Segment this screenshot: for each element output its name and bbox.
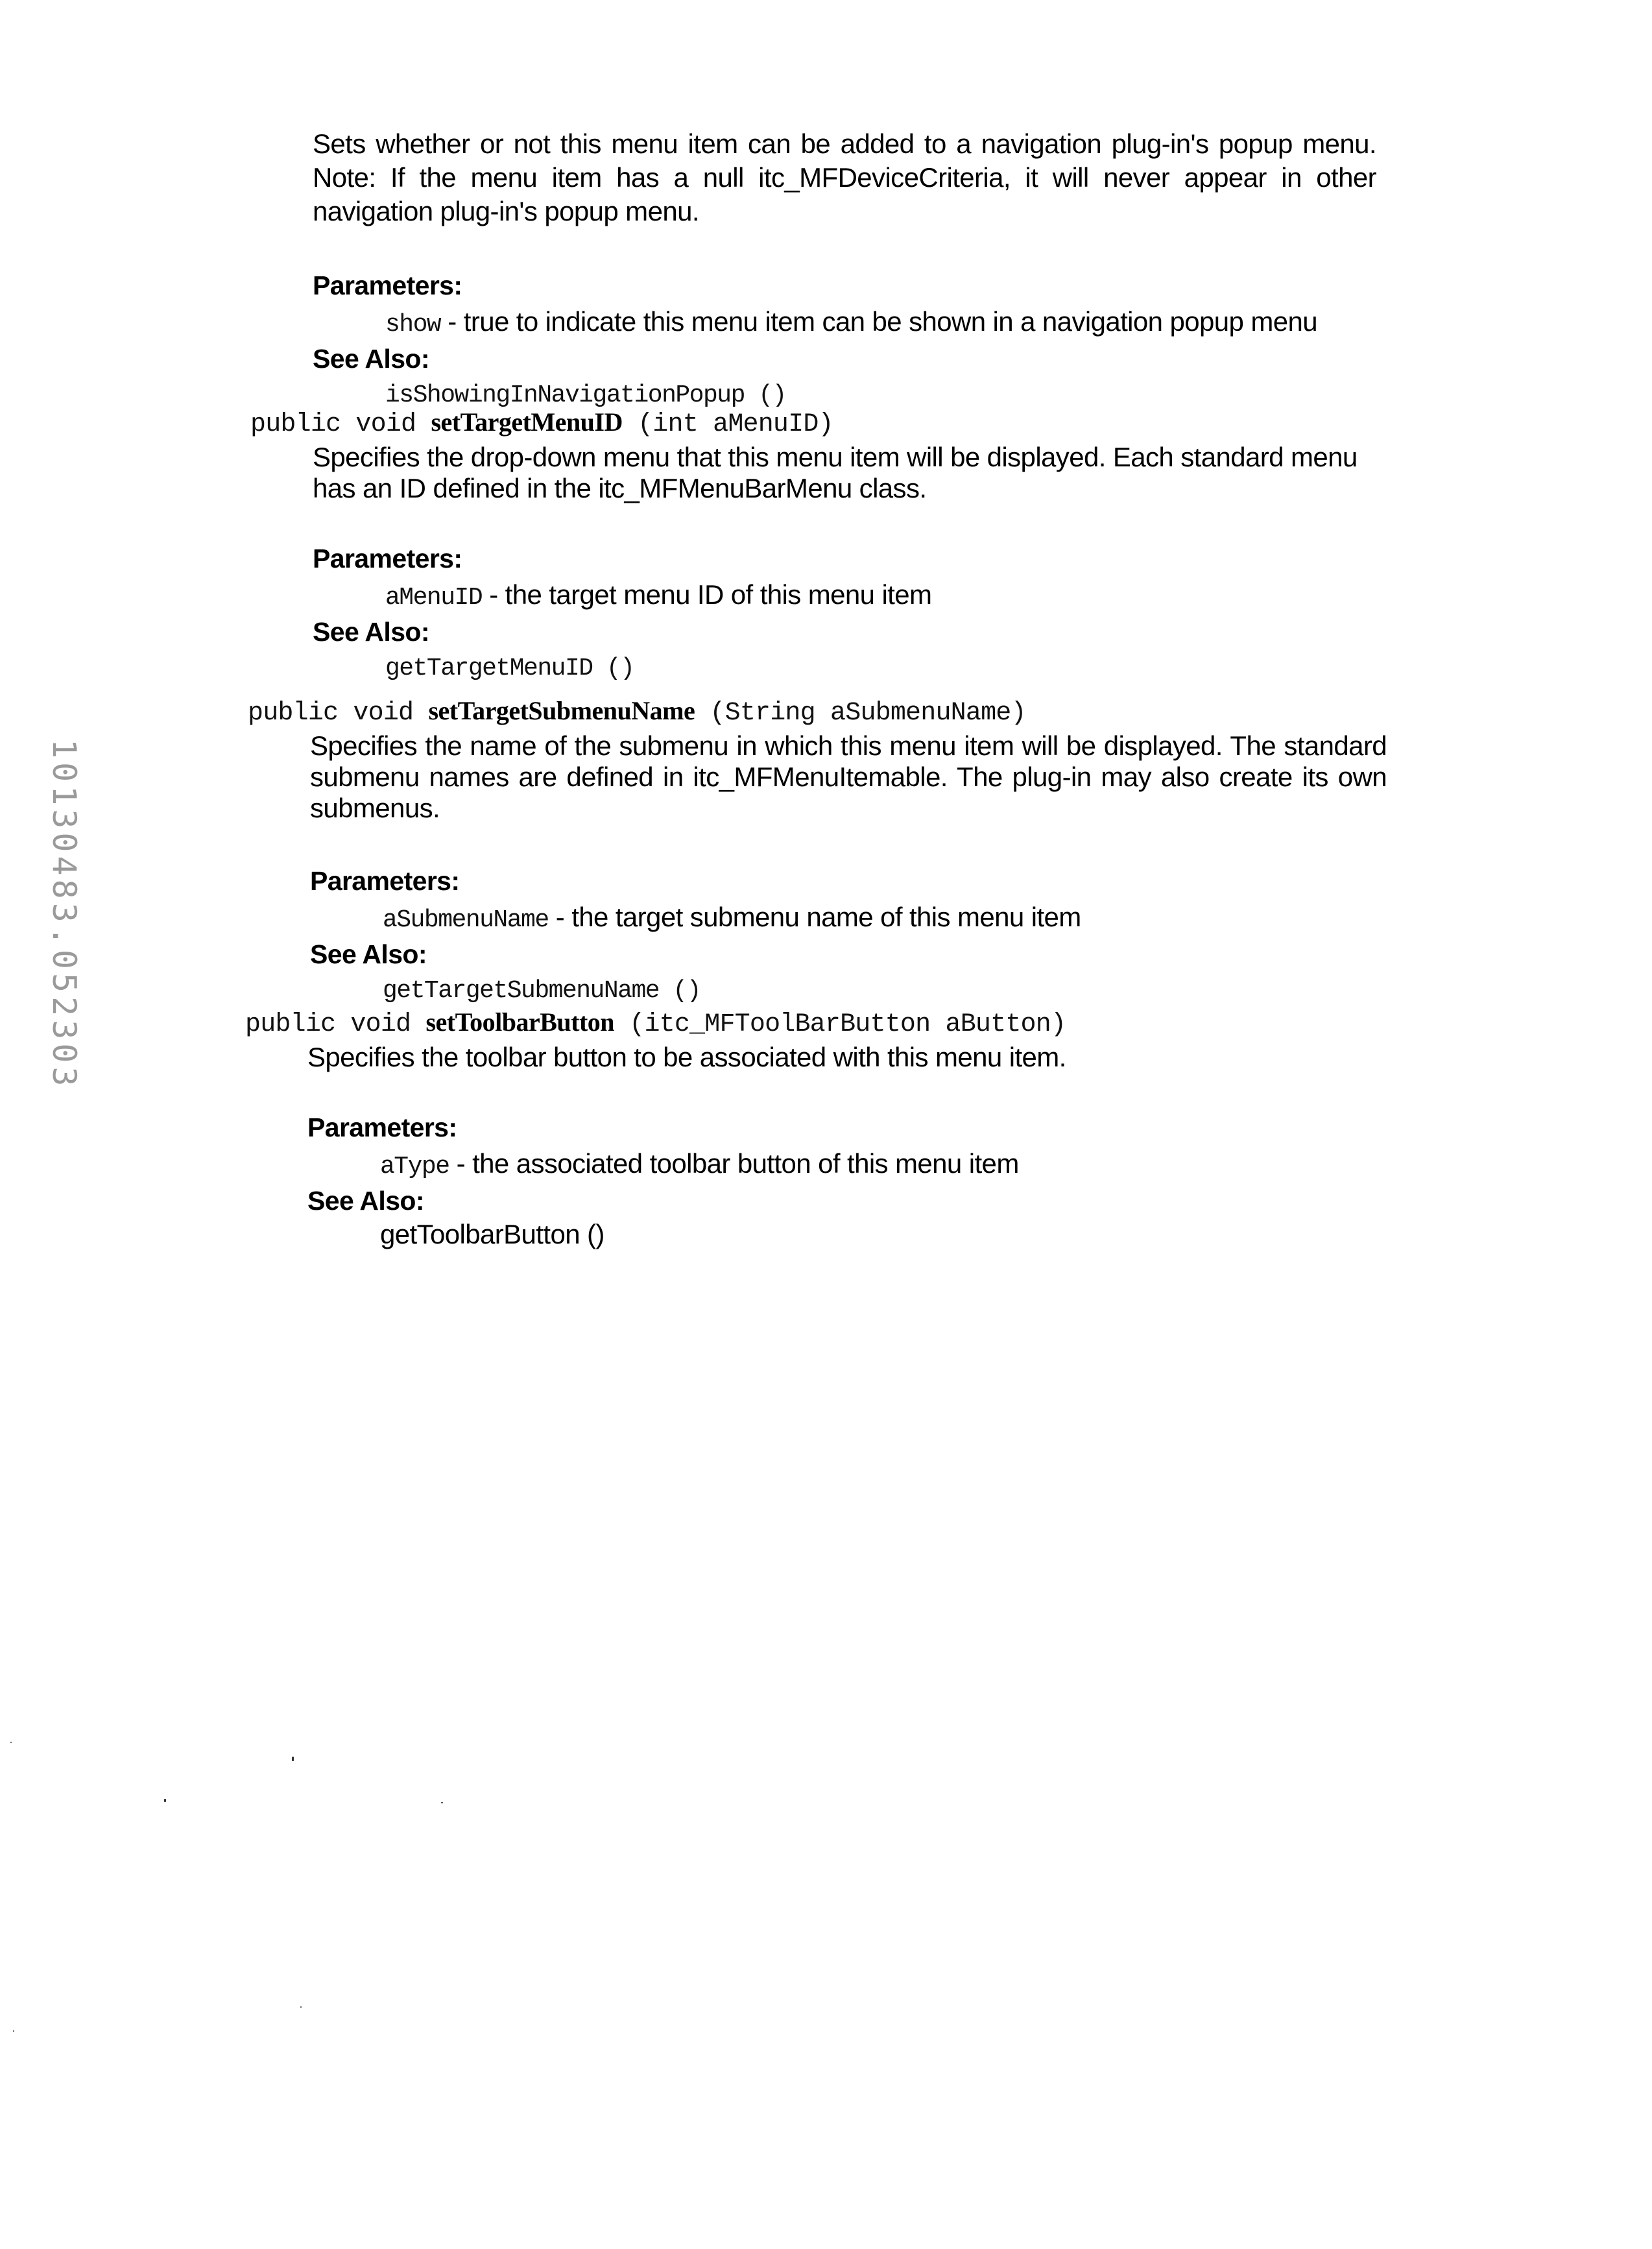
parameter-description: the target menu ID of this menu item: [505, 579, 932, 610]
scan-speck: [10, 1742, 12, 1743]
see-also-link[interactable]: getToolbarButton (): [380, 1219, 605, 1249]
see-also-entry: [310, 971, 1387, 1008]
parameter-separator: -: [440, 306, 464, 337]
see-also-link[interactable]: getTargetMenuID (): [385, 655, 634, 682]
parameter-name: aMenuID: [385, 584, 483, 612]
parameter-separator: -: [449, 1148, 473, 1179]
intro-description: Sets whether or not this menu item can be added to a navigation plug-in's popup menu. Note: If the menu item has a null itc_MFDeviceCriteria, it will never appear in other navigation plug-in's popup menu.: [313, 128, 1376, 226]
method-params: (int aMenuID): [622, 410, 833, 439]
method-description: Specifies the drop-down menu that this menu item will be displayed. Each standard menu has an ID defined in the itc_MFMenuBarMenu class.: [313, 442, 1358, 503]
scan-speck: [441, 1802, 443, 1803]
method-description: Specifies the name of the submenu in which this menu item will be displayed. The standard submenu names are defined in itc_MFMenuItemable. The plug-in may also create its own submenus.: [310, 730, 1387, 823]
method-body: [310, 730, 1387, 1008]
see-also-entry: [313, 649, 1389, 686]
scan-speck: [164, 1799, 166, 1802]
scan-speck: [13, 2030, 14, 2032]
method-set-target-menu-id: [250, 405, 1405, 686]
intro-section: [313, 127, 1376, 413]
method-parameters: [313, 542, 1389, 686]
see-also-entry: [307, 1218, 1384, 1251]
parameter-entry: [310, 900, 1387, 937]
see-also-link[interactable]: isShowingInNavigationPopup (): [385, 381, 786, 409]
scan-speck: [300, 2006, 302, 2008]
intro-parameters: [313, 269, 1376, 413]
method-modifiers: public void: [250, 410, 431, 439]
method-body: [313, 442, 1389, 686]
see-also-label: See Also:: [313, 344, 429, 374]
see-also-label: See Also:: [313, 617, 429, 647]
parameter-entry: [307, 1147, 1384, 1184]
method-body: [307, 1042, 1384, 1251]
method-parameters: [307, 1111, 1384, 1251]
parameter-separator: -: [482, 579, 505, 610]
parameters-label: Parameters:: [307, 1112, 457, 1142]
margin-stamp: 10130483.052303: [45, 739, 83, 1090]
see-also-label: See Also:: [310, 939, 427, 969]
method-signature: [245, 1005, 1400, 1042]
method-description: Specifies the toolbar button to be associated with this menu item.: [307, 1042, 1066, 1072]
method-name: setTargetMenuID: [431, 407, 623, 437]
parameters-label: Parameters:: [313, 271, 462, 300]
parameter-description: the associated toolbar button of this menu item: [472, 1148, 1019, 1179]
see-also-link[interactable]: getTargetSubmenuName (): [383, 977, 700, 1005]
method-set-toolbar-button: [245, 1005, 1400, 1251]
method-parameters: [310, 864, 1387, 1008]
method-params: (itc_MFToolBarButton aButton): [614, 1010, 1066, 1039]
parameters-label: Parameters:: [313, 544, 462, 573]
parameter-separator: -: [548, 902, 572, 932]
parameter-entry: [313, 305, 1376, 342]
method-modifiers: public void: [245, 1010, 426, 1039]
method-name: setToolbarButton: [425, 1007, 615, 1037]
see-also-label: See Also:: [307, 1186, 424, 1216]
method-params: (String aSubmenuName): [695, 699, 1026, 728]
parameter-description: true to indicate this menu item can be shown in a navigation popup menu: [463, 306, 1317, 337]
parameter-name: aType: [380, 1153, 449, 1181]
parameter-entry: [313, 578, 1389, 615]
parameter-name: show: [385, 311, 441, 339]
parameter-name: aSubmenuName: [383, 906, 549, 934]
method-name: setTargetSubmenuName: [428, 696, 695, 725]
parameters-label: Parameters:: [310, 866, 460, 896]
method-signature: [250, 405, 1405, 442]
method-signature: [248, 694, 1402, 730]
method-modifiers: public void: [248, 699, 429, 728]
scan-speck: [292, 1757, 294, 1761]
method-set-target-submenu-name: [248, 694, 1402, 1008]
parameter-description: the target submenu name of this menu item: [571, 902, 1081, 932]
